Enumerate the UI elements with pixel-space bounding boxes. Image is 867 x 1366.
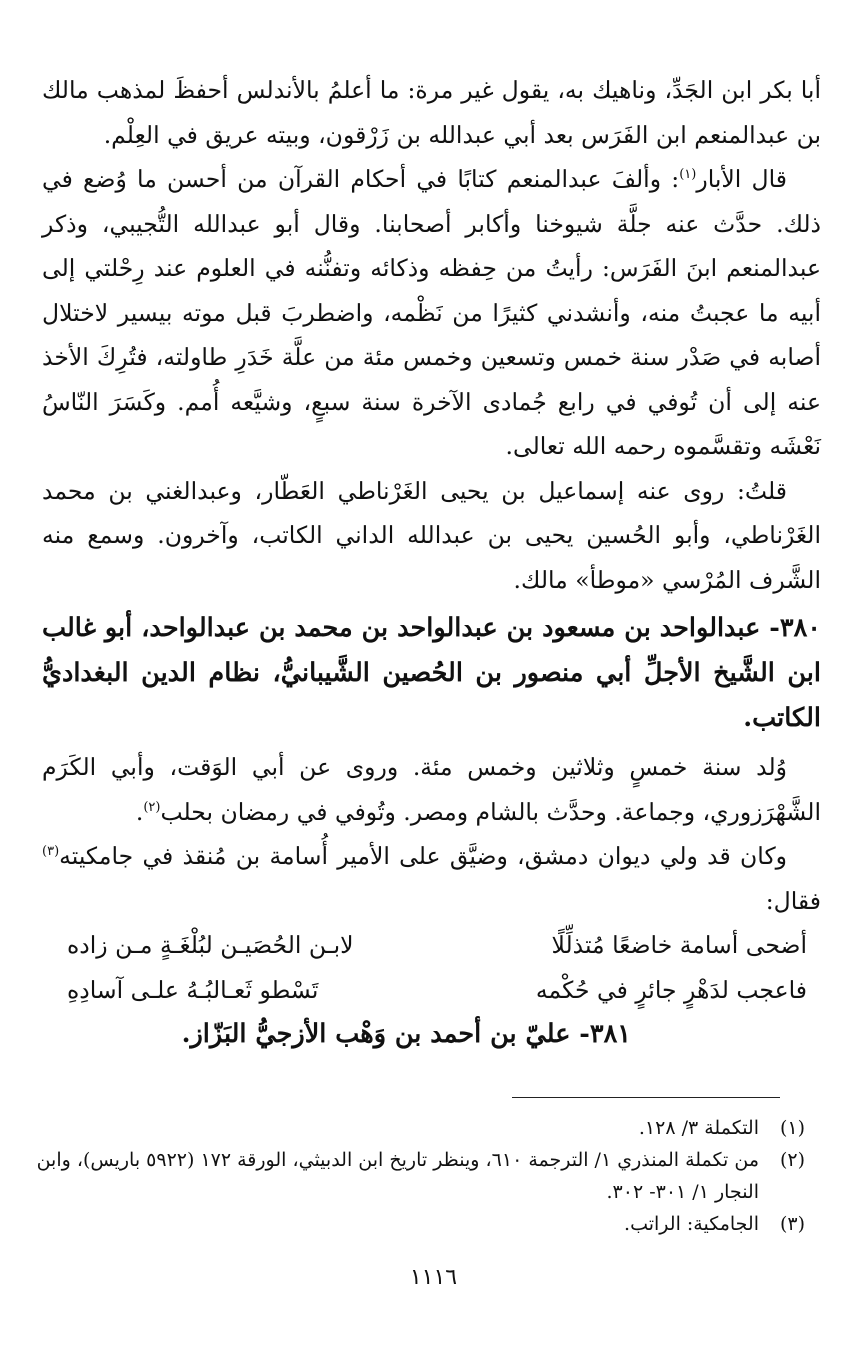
poem [42,923,821,1012]
paragraph-text: قلتُ: روى عنه إسماعيل بن يحيى الغَرْناطي العَطّار، وعبدالغني بن محمد الغَرْناطي، وأبو الحُسين يحيى بن عبدالله الداني الكاتب، وآخرون. وسمع منه الشَّرف المُرْسي «موطأ» مالك. [42,476,821,594]
poem-verse-2 [67,968,807,1013]
paragraph-abbar-quote [42,157,821,469]
poem-verse-1 [67,923,807,968]
entry-heading-380 [42,606,821,741]
paragraph-text: قال الأبار [696,165,788,193]
footnote-text: من تكملة المنذري ١/ الترجمة ٦١٠، وينظر تاريخ ابن الدبيثي، الورقة ١٧٢ (٥٩٢٢ باريس)، وابن النجار ١/ ٣٠١- ٣٠٢. [36,1149,759,1203]
footnote-text: التكملة ٣/ ١٢٨. [638,1117,759,1139]
paragraph-text: وكان قد ولي ديوان دمشق، وضيَّق على الأمير أُسامة بن مُنقذ في جامكيته [59,842,787,870]
verse-first-hemistich: فاعجب لدَهْرٍ جائرٍ في حُكْمه [535,975,807,1004]
footnote-ref-3[interactable]: (٣) [42,844,60,860]
paragraph-text: وُلد سنة خمسٍ وثلاثين وخمس مئة. وروى عن أبي الوَقت، وأبي الكَرَم الشَّهْرَزوري، وجماعة. وحدَّث بالشام ومصر. وتُوفي في رمضان بحلب [42,753,821,826]
footnote-number: (١) [779,1117,805,1139]
page-number: ١١١٦ [409,1265,458,1290]
entry-title: ٣٨٠- عبدالواحد بن مسعود بن عبدالواحد بن محمد بن عبدالواحد، أبو غالب ابن الشَّيخ الأجلِّ أبي منصور بن الحُصين الشَّيبانيُّ، نظام الدين البغداديُّ الكاتب. [42,613,821,733]
paragraph-text: أبا بكر ابن الجَدِّ، وناهيك به، يقول غير مرة: ما أعلمُ بالأندلس أحفظَ لمذهب مالك بن عبدالمنعم ابن الفَرَس بعد أبي عبدالله بن زَرْقون، وبيته عريق في العِلْم. [42,76,821,149]
entry-title: ٣٨١- عليّ بن أحمد بن وَهْب الأزجيُّ البَزّاز. [181,1019,631,1049]
paragraph-text: فقال: [765,886,821,915]
footnote-3 [35,1208,805,1240]
verse-second-hemistich: لابـن الحُصَيـن لبُلْغَـةٍ مـن زاده [67,931,354,959]
paragraph-text: : وألفَ عبدالمنعم كتابًا في أحكام القرآن من أحسن ما وُضع في ذلك. حدَّث عنه جلَّة شيوخنا وأكابر أصحابنا. وقال أبو عبدالله التُّجيبي، وذكر عبدالمنعم ابنَ الفَرَس: رأيتُ من حِفظه وذكائه وتفنُّنه في العلوم عند رِحْلتي إلى أبيه ما عجبتُ منه، وأنشدني كثيرًا من نَظْمه، واضطربَ قبل موته بيسير لاختلال أصابه في صَدْر سنة خمس وتسعين وخمس مئة من علَّة خَدَرِ طاولته، فتُرِكَ الأخذ عنه إلى أن تُوفي في رابع جُمادى الآخرة سنة سبعٍ، وشيَّعه أُمم. وكَسَرَ النّاسُ نَعْشَه وتقسَّموه رحمه الله تعالى. [42,165,821,460]
verse-second-hemistich: تَسْطو ثَعـالبُـهُ علـى آسادِهِ [67,975,319,1004]
paragraph-maliki-school [42,68,821,157]
verse-first-hemistich: أضحى أسامة خاضعًا مُتذلِّلًا [551,931,807,959]
paragraph-birth-death [42,745,821,834]
footnote-2 [35,1144,805,1208]
paragraph-text: . [135,797,144,826]
entry-heading-381 [42,1012,821,1057]
footnote-text: الجامكية: الراتب. [624,1213,759,1235]
footnote-number: (٣) [779,1213,805,1235]
footnote-number: (٢) [779,1149,805,1171]
footnote-divider [512,1097,780,1098]
footnote-ref-2[interactable]: (٢) [143,799,161,815]
paragraph-narrators [42,469,821,603]
footnote-ref-1[interactable]: (١) [679,167,697,183]
footnotes [35,1112,805,1240]
paragraph-diwan [42,834,821,923]
footnote-1 [35,1112,805,1144]
